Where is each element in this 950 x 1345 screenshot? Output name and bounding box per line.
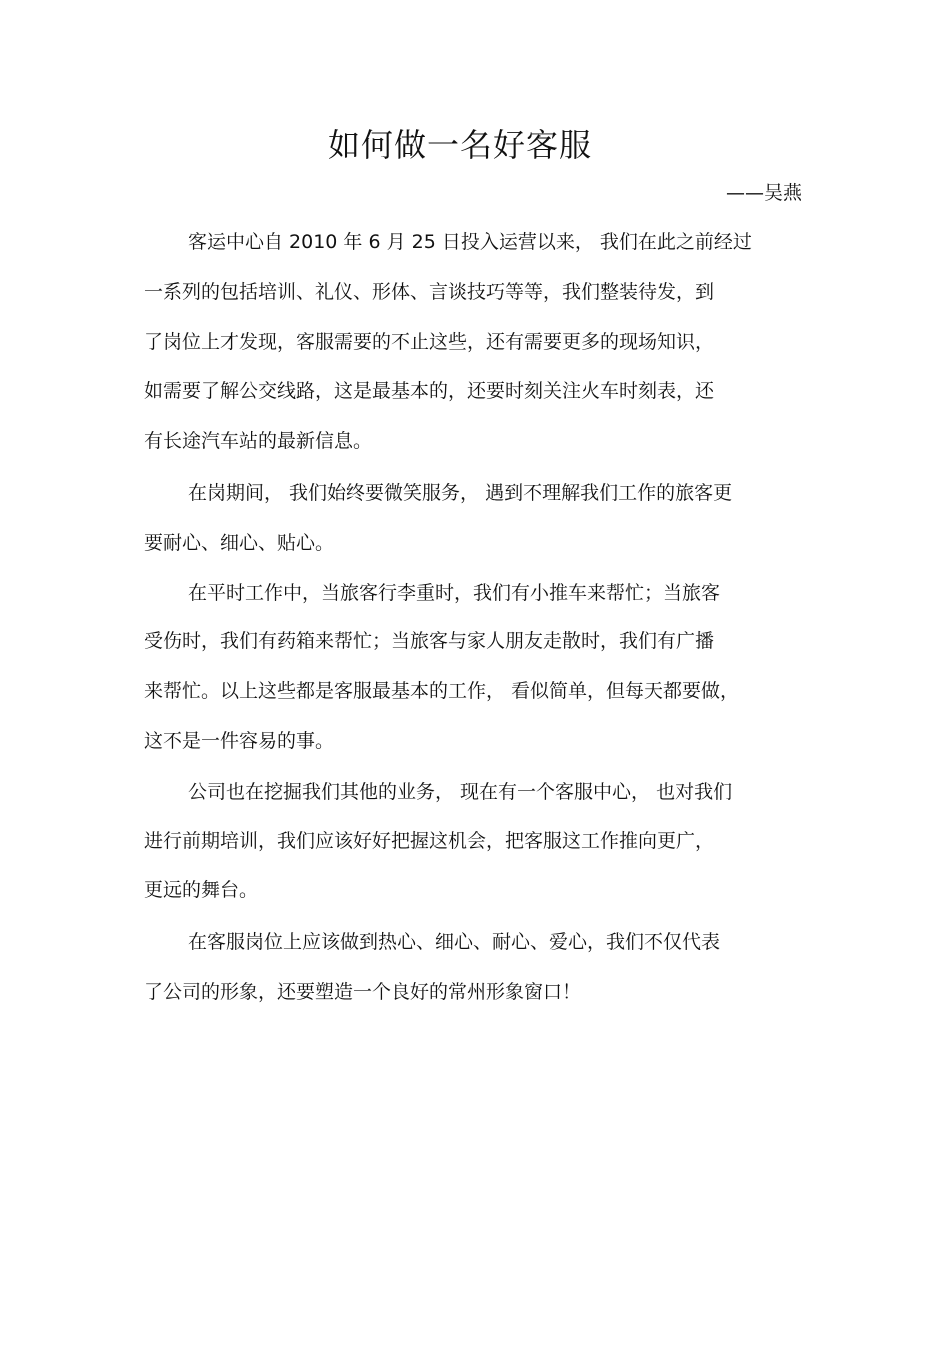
document-title: 如何做一名好客服 — [327, 126, 592, 164]
author-signature: ——吴燕 — [725, 182, 802, 204]
paragraph-3-line-1: 在平时工作中，当旅客行李重时，我们有小推车来帮忙；当旅客 — [188, 582, 721, 604]
paragraph-2-line-2: 要耐心、细心、贴心。 — [144, 532, 335, 554]
paragraph-3-line-4: 这不是一件容易的事。 — [144, 730, 335, 752]
paragraph-3-line-2: 受伤时，我们有药箱来帮忙；当旅客与家人朋友走散时，我们有广播 — [144, 630, 715, 652]
paragraph-1-line-1: 客运中心自 2010 年 6 月 25 日投入运营以来， 我们在此之前经过 — [188, 231, 752, 253]
paragraph-1-line-5: 有长途汽车站的最新信息。 — [144, 430, 373, 452]
paragraph-2-line-1: 在岗期间， 我们始终要微笑服务， 遇到不理解我们工作的旅客更 — [188, 482, 733, 504]
paragraph-1-line-2: 一系列的包括培训、礼仪、形体、言谈技巧等等，我们整装待发，到 — [144, 281, 715, 303]
paragraph-5-line-1: 在客服岗位上应该做到热心、细心、耐心、爱心，我们不仅代表 — [188, 931, 721, 953]
paragraph-1-line-4: 如需要了解公交线路，这是最基本的，还要时刻关注火车时刻表，还 — [144, 380, 715, 402]
paragraph-5-line-2: 了公司的形象，还要塑造一个良好的常州形象窗口！ — [144, 981, 582, 1003]
paragraph-4-line-3: 更远的舞台。 — [144, 879, 259, 901]
paragraph-4-line-2: 进行前期培训，我们应该好好把握这机会，把客服这工作推向更广， — [144, 830, 715, 852]
paragraph-3-line-3: 来帮忙。以上这些都是客服最基本的工作， 看似简单，但每天都要做， — [144, 680, 740, 702]
paragraph-1-line-3: 了岗位上才发现，客服需要的不止这些，还有需要更多的现场知识， — [144, 331, 715, 353]
paragraph-4-line-1: 公司也在挖掘我们其他的业务， 现在有一个客服中心， 也对我们 — [188, 781, 733, 803]
